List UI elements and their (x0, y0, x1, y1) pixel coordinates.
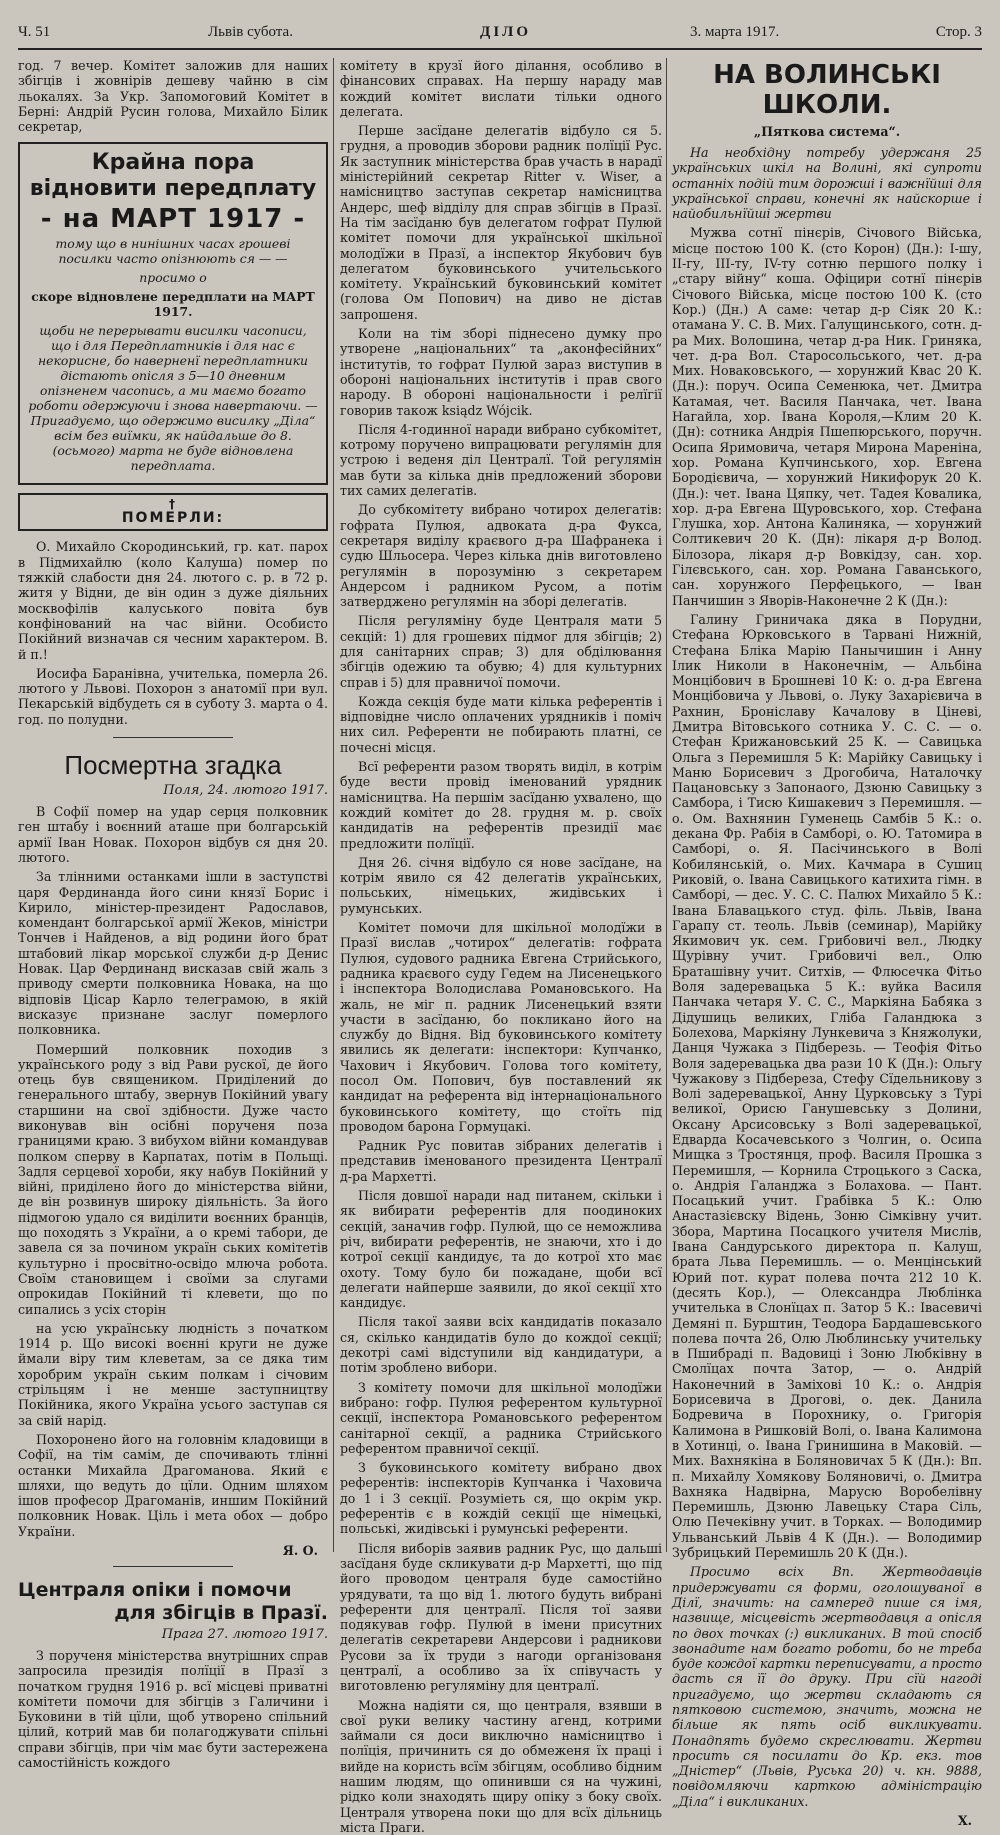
article-title-line: для збігців в Празї. (114, 1602, 328, 1624)
obituary-heading (18, 493, 328, 531)
article-dateline: Поля, 24. лютого 1917. (163, 783, 328, 799)
article-signature: Х. (957, 1813, 972, 1829)
column-divider (333, 58, 334, 1552)
article-dateline: Прага 27. лютого 1917. (161, 1627, 328, 1642)
page-header (18, 22, 982, 50)
article-title: Посмертна згадка (64, 750, 282, 781)
article-paragraph: Після регуляміну буде Централя мати 5 секцій: 1) для грошевих підмог для збігців; 2) для санітарних справ; 3) для обділювання збігців одежию та обувю; 4) для культурних справ і 5) для правничої помочи. (340, 613, 662, 690)
article-title-line: Централя опіки і помочи (18, 1579, 292, 1601)
article-paragraph: Коли на тім зборі піднесено думку про утворене „національних“ та „аконфесійних“ інститутів, то гофрат Пулюй зараз виступив в обороні національних інститутів і прав свого народу. В обороні національности і релїгії говорив також ksiądz Wójcik. (340, 326, 662, 418)
obituary-heading-text: ПОМЕРЛИ: (121, 510, 225, 527)
article-intro: На необхідну потребу удержаня 25 українських шкіл на Волині, які супроти останніх подій тим дорожші і важнїйші для української справи, конечні як найскорше і найобильнїйші жертви (672, 145, 982, 222)
obituary-entry: Иосифа Баранівна, учителька, померла 26. лютого у Львові. Похорон з анатомії при вул. Пекарській відбудеть ся в суботу 3. марта о 4. год. по полудни. (18, 665, 328, 727)
article-paragraph: Радник Рус повитав зібраних делегатів і представив іменованого президента Централї д-ра Мархетті. (340, 1138, 662, 1184)
article-signature: Я. О. (282, 1543, 318, 1558)
article-title (18, 1579, 328, 1625)
article-paragraph: Після довшої наради над питанем, скільки і як вибирати референтів для поодиноких секцій, заначив гофр. Пулюй, що се неможлива річ, вибирати референтів, не знаючи, хто і до котрої секції кандидує, та до котрої хто має охоту. Тому було би пожадане, щоби всї делегати найперше заявили, до якої секції хто кандидує. (340, 1188, 662, 1311)
article-paragraph: комітету в крузї його ділання, особливо в фінансових справах. На першу нараду мав кождий комітет вислати тільки одного делегата. (340, 58, 662, 119)
article-paragraph: Кожда секція буде мати кілька референтів і відповідне число оплачених урядників і поміч них сил. Референти не побирають платні, се почесні місця. (340, 693, 662, 755)
divider (113, 737, 233, 738)
intro-paragraph: год. 7 вечер. Комітет заложив для наших збігців і жовнірів дешеву чайню в сім льокалях. За Укр. Запомоговий Комітет в Берні: Андрій Русин голова, Михайло Білик секретар, (18, 58, 328, 135)
notice-month: - на МАРТ 1917 - (40, 204, 306, 235)
issue-date: 3. марта 1917. (690, 24, 780, 40)
article-paragraph: Після виборів заявив радник Рус, що дальші засїданя буде скликувати д-р Мархетті, що під його проводом централя буде самостійно урядувати, та що від 1. лютого будуть вибрані референти для централї. Після тої заяви подякував гофр. Пулюй в імени присутних делегатів секретареви Андерсови і радникови Русови за їх труди з нагоди організованя централї, а особливо за їх співучасть у виготовленю регуляміну для централї. (340, 1540, 662, 1694)
article-paragraph: З буковинського комітету вибрано двох референтів: інспекторів Купчанка і Чаховича до 1 і 3 секції. Розуміеть ся, що окрім укр. референтів є в кождій секції ще німецькі, польські, жидівські і румунські референти. (340, 1460, 662, 1537)
article-paragraph: Комітет помочи для шкільної молодїжи в Празї вислав „чотирох“ делегатів: гофрата Пулюя, судового радника Евгена Стрийського, радника краєвого суду Гедем на Лисенецького і інспектора Володислава Романовського. На жаль, не міг п. радник Лисенецький взяти участи в засїданю, бо покликано його на службу до Відня. Від буковинського комітету явились як делегати: інспектори: Купчанко, Чахович і Якубович. Голова того комітету, посол Ом. Попович, був поставлений як кандидат на референта від інтернаціонального буковинського комітету, що стоїть під проводом барона Гормуцакі. (340, 920, 662, 1134)
article-paragraph: Після такої заяви всіх кандидатів показало ся, скілько кандидатів було до кождої секції; декотрі самі відступили від кандидатури, а потім зроблено вибори. (340, 1314, 662, 1376)
column-2 (340, 58, 662, 1835)
divider (113, 1566, 233, 1567)
article-paragraph: Померший полковник походив з українського роду з від Рави рускої, де його отець був священиком. Приділений до генерального штабу, звернув Покійний увагу старшини на свої здібности. Дуже часто виконував він осібні порученя поза границями краю. З вибухом війни командував полком сперву в Карпатах, потім в Польщі. Задля серцевої хороби, яку набув Покійний у війні, приділено його до міністерства війни, де він розвинув широку діяльність. За його підмогою удало ся виділити воєнних бранців, що походять з України, а о кремі табори, де завела ся за почином україн ських комітетів культурно і просвітно-освідо млюча робота. Своїм становищем і своїми за слугами опрокидав Покійний ті клевети, що по сипались з усіх сторін (18, 1041, 328, 1317)
article-paragraph: Можна надіяти ся, що централя, взявши в свої руки велику частину агенд, котрими займали ся доси виключно намісництво і полїція, причинить ся до обмеженя їх праці і вийде на користь всїм збігцям, особливо бідним нашим людям, що опинивши ся на чужині, рідко коли знаходять щиру опіку з боку своїх. Централя утворена поки що для всїх дільниць міста Праги. (340, 1697, 662, 1835)
donation-instructions: Просимо всіх Вп. Жертводавців придержувати ся форми, оголошуваної в Ділї, значить: на самперед пише ся імя, назвище, місцевість жертводавця а опісля по двох точках (:) викликаних. В той спосіб звонадите нам богато роботи, бо не треба буде кождої картки переписувати, а просто дасть ся її до друку. При сїй нагоді пригадуємо, що жертви складають ся пятковою системою, значить, можна не більше як пять осіб викликувати. Понадпять будемо скреслювати. Жертви просить ся посилати до Кр. екз. тов „Дністер“ (Львів, Руська 20) ч. кн. 9888, повідомляючи карткою адміністрацію „Діла“ і викликаних. (672, 1564, 982, 1809)
page-number: Стор. 3 (935, 24, 982, 40)
article-paragraph: на усю українську людність з початком 1914 р. Що високі воєнні круги не дуже ймали віру тим клеветам, за се дяка тим хоробрим україн ським полкам і січовим стрільцям і не менше заступництву Покійника, якого Україна усього заступав ся за свій нарід. (18, 1320, 328, 1428)
notice-text: щоби не перерывати висилки часописи, що і для Передплатників і для нас є некорисне, бо наверненї передплатники дістають опісля з 5—10 дневним опізненем часопись, а ми маємо богато роботи одержуючи і знова навертаючи. — Пригадуємо, що одержимо висилку „Діла“ всім без виїмки, як найдальше до 8. (осьмого) марта не буде відновлена передплата. (28, 323, 318, 474)
newspaper-title: ДІЛО (480, 24, 532, 40)
obituary-entry: О. Михайло Скородинський, гр. кат. парох в Підмихайлю (коло Калуша) помер по тяжкій слабости дня 24. лютого с. р. в 72 р. житя у Відни, де він один з дуже діяльних москвофілів калуського повіта був конфінований на час війни. Особисто Покійний визначав ся чесним характером. В. й п.! (18, 539, 328, 662)
article-paragraph: Похоронено його на головнім кладовищи в Софії, на тім самім, де спочивають тлінні останки Михайла Драгоманова. Який є шляхи, що ведуть до цїли. Одним шляхом ішов професор Драгоманів, иншим Покійний полковник Новак. Ціль і мета обох — добро України. (18, 1431, 328, 1539)
article-subtitle: „Пяткова система“. (753, 124, 901, 139)
column-1 (18, 58, 328, 1771)
notice-text: тому що в нинішних часах грошеві посилки часто опізнюють ся — — (55, 236, 291, 267)
article-paragraph: В Софії помер на удар серця полковник ген штабу і воєнний аташе при болгарській армії Іван Новак. Похорон відбув ся дня 20. лютого. (18, 804, 328, 865)
issue-number: Ч. 51 (18, 24, 51, 40)
notice-text: просимо о (139, 270, 207, 286)
article-paragraph: За тлінними останками ішли в заступстві царя Фердинанда його сини князї Борис і Кирило, міністер-президент Радославов, комендант болгарської армії Жеков, міністри Тончев і Найденов, а від родини його брат штабовий лікар морської служби д-р Денис Новак. Цар Фердинанд висказав свій жаль з приводу смерти полковника Новака, на що відповів Цісар Карло телеграмою, в якій висказує признане заслуг померлого полковника. (18, 869, 328, 1038)
column-divider (666, 58, 667, 1552)
donation-list: Мужва сотнї пінєрів, Січового Війська, місце постою 100 К. (сто Корон) (Дн.): І-шу, ІІ-гу, ІІІ-ту, IV-ту сотню першого полку і „стару війну“ коша. Офіцири сотнї пінєрів Січового Війська, місце постою 100 К. (сто Кор.) (Дн.) А саме: четар д-р Сіяк 20 К.: отамана У. С. В. Мих. Галущинського, сотн. д-ра Мих. Волошина, четар д-ра Ник. Гриняка, чет. д-ра Вол. Старосольського, чет. д-ра Мих. Новаковського, — хорунжий Квас 20 К. (Дн.): поруч. Осипа Семенюка, чет. Дмитра Катамая, чет. Василя Панчака, чет. Івана Нагайла, хор. Івана Короля,—Клим 20 К. (Дн): сотника Андрія Пшепюрського, поручн. Осипа Яримовича, четаря Мирона Мареніна, хор. Романа Купчинського, хор. Евгена Бородієвича, — хорунжий Никифорук 20 К. (Дн.): чет. Івана Цяпку, чет. Тадея Ковалика, хор. д-ра Евгена Щуровського, хор. Стефана Глушка, хор. Антона Калиняка, — хорунжий Солтикевич 20 К. (Дн): лікаря д-р Волод. Білозора, лікаря д-р Вовкiдзу, сан. хор. Гілєвського, сан. хор. Романа Гаванського, сан. хорунжого Перфецького, — Іван Панчишин з Яворів-Наконечне 2 К (Дн.): (672, 225, 982, 608)
article-title: НА ВОЛИНСЬКІ ШКОЛИ. (713, 60, 941, 120)
article-paragraph: Після 4-годинної наради вибрано субкомітет, котрому поручено випрацювати регулямін для устрою і веденя діл Централї. Той регулямін мав бути за кілька днів предложений зборови тих самих делегатів. (340, 421, 662, 499)
notice-text: скоре відновлене передплати на МАРТ 1917. (31, 289, 315, 320)
place-day: Львів субота. (208, 24, 293, 40)
article-paragraph: До субкомітету вибрано чотирох делегатів: гофрата Пулюя, адвоката д-ра Фукса, секретаря виділу краєвого д-ра Шафранека і судю Шльосера. Через кілька днів виготовлено регулямін в порозуміню з секретарем Андерсом і радником Русом, а потім затверджено регулямін на зборі делегатів. (340, 502, 662, 610)
cross-icon: † (169, 497, 177, 512)
column-3 (672, 58, 982, 1829)
article-paragraph: Дня 26. січня відбуло ся нове засїдане, на котрім явило ся 42 делегатів українських, польських, німецьких, жидівських і румунських. (340, 854, 662, 916)
notice-title: Крайна пора відновити передплату (29, 150, 317, 202)
article-paragraph: З комітету помочи для шкільної молодїжи вибрано: гофр. Пулюя референтом культурної секції, інспектора Романовського референтом санітарної секції, а радника Стрийського референтом правничої секції. (340, 1379, 662, 1456)
subscription-notice (18, 142, 328, 485)
article-paragraph: Перше засїдане делегатів відбуло ся 5. грудня, а проводив зборови радник полїції Рус. Як заступник міністерства брав участь в нарадї міністерійний секретар Ritter v. Wiser, а намісництво заступав секретар намісництва Андерс, шеф відділу для справ збігців в Празї. На тім засїданю був делегатом гофрат Пулюй комітет помочи для української шкільної молодїжи в Празї, а інспектор Якубович був делегатом буковинського учительського комітету. Український буковинський комітет (голова Ом Попович) на диво не дістав запрошеня. (340, 123, 662, 322)
donation-list: Галину Гриничака дяка в Порудни, Стефана Юрковського в Тарвані Нижній, Стефана Бліка Марію Панычишин і Анну Ілик Николи в Наконечнім, — Альбіна Монцібович в Брошневі 10 К: о. д-ра Евгена Монцібовича у Львові, о. Луку Захарієвича в Рахнин, Броніславу Качалову в Ціневі, Дмитра Вітовського сотника У. С. С. — о. Стефан Крижановський 25 К. — Савицька Ольга з Перемишля 5 К: Марійку Савицьку і Маню Борисевич з Дрогобича, Наталочку Пацановську з Запонаого, Дзюню Савицьку з Самбора, і Тисю Кишакевич з Перемишля. — о. Ом. Вахнянин Гуменець Самбів 5 К.: о. декана Фр. Рабія в Самборі, о. Ю. Татомира в Самборі, о. Я. Пасічинського в Волі Кобилянській, о. Мих. Качмара в Сушиц Риковій, о. Івана Савицького катихита гімн. в Самборі, — дес. У. С. С. Палюх Михайло 5 К.: Івана Блавацького студ. філь. Львів, Івана Гарапу ст. теоль. Львів (семинар), Марійку Якимович ук. сем. Грибовичі вел., Людку Щурівну учит. Грибовичі вел., Олю Браташівну учит. Ситхів, — Флюсечка Фітьо Воля задеревацька 5 К.: вуйка Василя Панчака четаря У. С. С., Маркіяна Бабяка з Дідушиць великих, Гліба Галандюка з Болехова, Маркіяну Лункевича з Княжолуки, Данця Чужака з Підберезь. — Теофія Фітьо Воля задеревацька два рази 10 К (Дн.): Ольгу Чужакову з Підбереза, Стефу Сїдельникову з Волі задеревацької, Анну Цурковську з Турі великої, Орисю Ганушевську з Долини, Оксану Арсисовську з Волі задеревацької, Едварда Косачевського з Чолгин, о. Осипа Мищка з Тростянця, проф. Василя Прошка з Перемишля, — Корнила Строцького з Саска, о. Андрія Галанджа з Болахова. — Пант. Посацький учит. Грабівка 5 К.: Олю Анастазієвску Відень, Зоню Сімківну учит. Збора, Мартина Посацкого учителя Мислів, Івана Сандурського директора п. Калуш, брата Льва Перемишль. — о. Менцінський Юрий пот. курат полева почта 212 10 К. (десять Кор.), — Олександра Люблінка учителька в Слонїцах п. Затор 5 К.: Івасевичі Демяні п. Бурштин, Теодора Бардашевського полева почта 26, Олю Люблинську учительку в Пшибраді п. Вадовиці і Зоню Любківну в Смолїцах почта Затор, — о. Андрій Наконечний в Заміхові 10 К.: о. Андрія Борисевича в Дрогові, о. дек. Данила Бодревича в Порохнику, о. Григорія Калимона в Ришковій Волі, о. Івана Калимона в Хотинці, о. Івана Гринишина в Маковій. — Мих. Вахнякіна в Боляновичах 5 К (Дн.): Вп. п. Михайлу Хомякову Боляновичі, о. Дмитра Вахняка Надвірна, Марусю Воробелівну Перемишль, Дзюню Лавецьку Стара Сіль, Олю Печеківну учит. в Торках. — Володимир Ульванський Львів 4 К (Дн.). — Володимир Зубрицький Перемишль 20 К (Дн.). (672, 611, 982, 1561)
article-paragraph: Всї референти разом творять виділ, в котрім буде вести провід іменований урядник намісництва. На першім засїданю ухвалено, що кождий комітет до 28. грудня м. р. своїх кандидатів на референтів президії має предложити полїції. (340, 759, 662, 851)
article-paragraph: З порученя міністерства внутрішних справ запросила президія полїції в Празї з початком грудня 1916 р. всї місцеві приватні комітети помочи для збігців з Галичини і Буковини в тій цїли, щоб утворено спільний цілий, котрий мав би полагоджувати спільні справи збігців, при чім має бути застережена самостійність кождого (18, 1648, 328, 1771)
